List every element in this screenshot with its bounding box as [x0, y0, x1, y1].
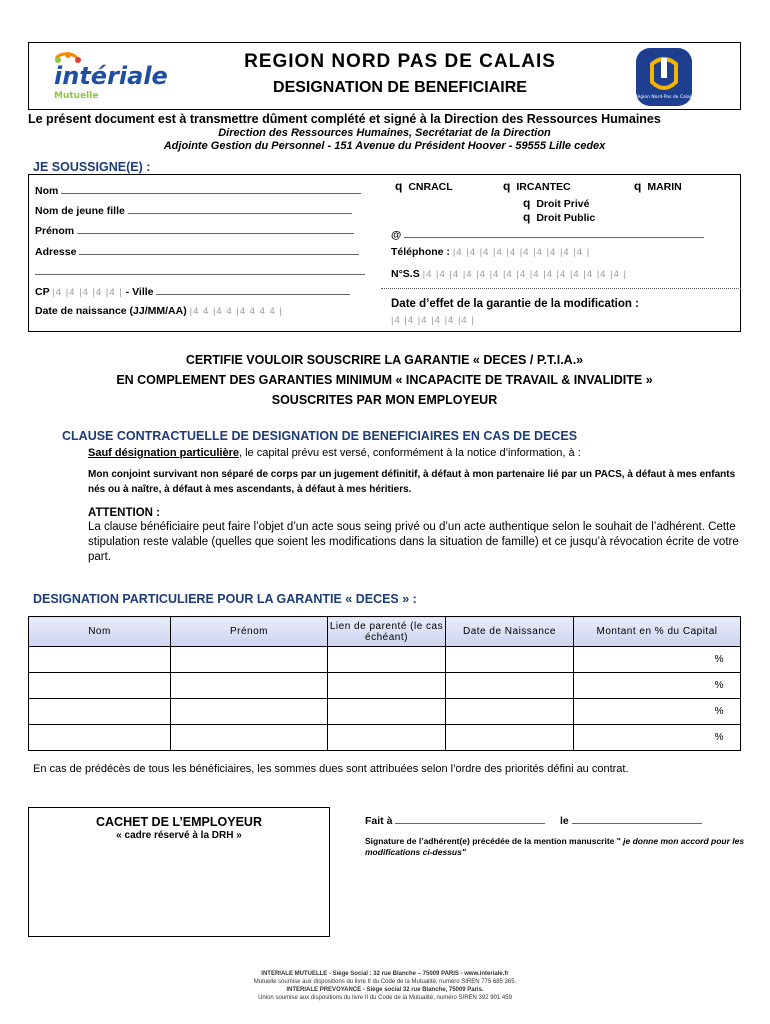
adresse-input[interactable]: [79, 245, 359, 255]
beneficiaries-table: [28, 616, 741, 751]
col-lien: Lien de parenté (le cas échéant): [328, 617, 446, 647]
email-at-label: @: [391, 229, 402, 241]
logo-wordmark: intériale: [54, 62, 168, 90]
certifie-line-1: CERTIFIE VOULOIR SOUSCRIRE LA GARANTIE « DECES / P.T.I.A.»: [185, 353, 584, 367]
footer-line-4: Union soumise aux dispositions du livre II du Code de la Mutualité, numéro SIREN 392 901 459: [258, 995, 512, 1001]
cell-nom[interactable]: [29, 647, 171, 673]
cell-nom[interactable]: [29, 725, 171, 751]
table-header-row: [29, 617, 741, 647]
predeces-text: En cas de prédécès de tous les bénéficiaires, les sommes dues sont attribuées selon l’ordre des priorités défini au contrat.: [33, 763, 629, 775]
signature-instruction: [365, 836, 755, 858]
ville-input[interactable]: [156, 285, 350, 295]
adresse-line-2[interactable]: [35, 265, 365, 278]
col-prenom: Prénom: [171, 617, 328, 647]
certifie-line-2: EN COMPLEMENT DES GARANTIES MINIMUM « INCAPACITE DE TRAVAIL & INVALIDITE »: [116, 373, 653, 387]
attention-title: ATTENTION :: [88, 507, 160, 519]
adresse-label: Adresse: [35, 246, 77, 258]
ircantec-label: IRCANTEC: [516, 181, 571, 193]
logo-subtitle: Mutuelle: [54, 91, 99, 101]
certifie-line-3: SOUSCRITES PAR MON EMPLOYEUR: [271, 393, 498, 407]
telephone-boxes[interactable]: |4 |4 |4 |4 |4 |4 |4 |4 |4 |4 |: [452, 247, 591, 258]
checkbox-icon[interactable]: q: [503, 179, 511, 193]
address-line-1: Direction des Ressources Humaines, Secrétariat de la Direction: [218, 127, 551, 139]
cell-montant[interactable]: %: [574, 673, 741, 699]
nom-jeune-fille-label: Nom de jeune fille: [35, 205, 125, 217]
prenom-label: Prénom: [35, 225, 75, 237]
table-row[interactable]: [29, 699, 741, 725]
date-naissance-boxes[interactable]: |4 4 |4 4 |4 4 4 4 |: [189, 306, 283, 317]
nss-field[interactable]: [391, 268, 627, 280]
date-effet-field[interactable]: [391, 314, 475, 326]
sauf-designation-rest: , le capital prévu est versé, conformément à la notice d’information, à :: [238, 447, 581, 459]
cell-date[interactable]: [446, 699, 574, 725]
prenom-input[interactable]: [77, 224, 354, 234]
adresse-input-2[interactable]: [35, 265, 365, 275]
cell-lien[interactable]: [328, 699, 446, 725]
region-logo: [634, 46, 694, 108]
page-title: REGION NORD PAS DE CALAIS: [244, 51, 556, 72]
fait-a-field[interactable]: [365, 814, 702, 827]
cp-boxes[interactable]: |4 |4 |4 |4 |4 |: [52, 287, 123, 298]
cachet-title: CACHET DE L’EMPLOYEUR: [96, 815, 262, 829]
table-row[interactable]: [29, 647, 741, 673]
cnracl-label: CNRACL: [408, 181, 453, 193]
cell-prenom[interactable]: [171, 699, 328, 725]
marin-label: MARIN: [647, 181, 682, 193]
fait-a-input[interactable]: [395, 814, 545, 824]
table-row[interactable]: [29, 725, 741, 751]
cell-montant[interactable]: %: [574, 725, 741, 751]
cell-lien[interactable]: [328, 647, 446, 673]
cell-lien[interactable]: [328, 673, 446, 699]
checkbox-icon[interactable]: q: [523, 196, 531, 210]
certifie-block: [28, 350, 741, 410]
date-effet-label: Date d’effet de la garantie de la modification :: [391, 298, 639, 310]
le-input[interactable]: [572, 814, 702, 824]
ville-label: - Ville: [125, 286, 154, 298]
form-divider: [381, 288, 741, 289]
cell-date[interactable]: [446, 725, 574, 751]
soussigne-title: JE SOUSSIGNE(E) :: [33, 160, 151, 174]
cachet-subtitle: « cadre réservé à la DRH »: [116, 830, 242, 841]
sauf-designation-bold: Sauf désignation particulière: [88, 447, 239, 459]
cp-label: CP: [35, 286, 50, 298]
email-field[interactable]: [391, 228, 704, 241]
droit-public-option[interactable]: [523, 210, 595, 224]
cell-date[interactable]: [446, 673, 574, 699]
footer: [120, 970, 650, 1002]
footer-line-2: Mutuelle soumise aux dispositions du livre II du Code de la Mutualité, numéro SIREN 775 685 365.: [253, 979, 517, 985]
adresse-field[interactable]: [35, 245, 359, 258]
regime-ircantec[interactable]: [503, 179, 571, 193]
checkbox-icon[interactable]: q: [395, 179, 403, 193]
nom-jeune-fille-field[interactable]: [35, 204, 352, 217]
date-naissance-label: Date de naissance (JJ/MM/AA): [35, 305, 187, 317]
email-input[interactable]: [404, 228, 704, 238]
cell-montant[interactable]: %: [574, 699, 741, 725]
regime-marin[interactable]: [634, 179, 682, 193]
date-naissance-field[interactable]: [35, 305, 283, 317]
droit-public-label: Droit Public: [536, 212, 596, 224]
date-effet-boxes[interactable]: |4 |4 |4 |4 |4 |4 |: [391, 315, 475, 326]
telephone-label: Téléphone :: [391, 246, 450, 258]
cell-montant[interactable]: %: [574, 647, 741, 673]
checkbox-icon[interactable]: q: [523, 210, 531, 224]
nom-field[interactable]: [35, 184, 361, 197]
cell-date[interactable]: [446, 647, 574, 673]
cell-nom[interactable]: [29, 699, 171, 725]
telephone-field[interactable]: [391, 246, 590, 258]
fait-a-label: Fait à: [365, 815, 393, 827]
prenom-field[interactable]: [35, 224, 354, 237]
intro-line: Le présent document est à transmettre dûment complété et signé à la Direction des Ressources Humaines: [28, 112, 661, 126]
cp-ville-field[interactable]: [35, 285, 350, 298]
regime-cnracl[interactable]: [395, 179, 453, 193]
cell-prenom[interactable]: [171, 673, 328, 699]
cell-prenom[interactable]: [171, 647, 328, 673]
footer-line-1: INTERIALE MUTUELLE - Siège Social : 32 rue Blanche – 75009 PARIS - www.interiale.fr: [261, 971, 509, 977]
footer-line-3: INTERIALE PREVOYANCE - Siège social 32 rue Blanche, 75009 Paris.: [286, 987, 484, 993]
nom-input[interactable]: [61, 184, 361, 194]
droit-prive-option[interactable]: [523, 196, 589, 210]
table-row[interactable]: [29, 673, 741, 699]
col-montant: Montant en % du Capital: [574, 617, 741, 647]
droit-prive-label: Droit Privé: [536, 198, 590, 210]
signature-text-plain: Signature de l’adhérent(e) précédée de la mention manuscrite ": [365, 836, 621, 846]
checkbox-icon[interactable]: q: [634, 179, 642, 193]
cell-nom[interactable]: [29, 673, 171, 699]
cell-lien[interactable]: [328, 725, 446, 751]
designation-title: DESIGNATION PARTICULIERE POUR LA GARANTIE « DECES » :: [33, 592, 417, 606]
nom-jeune-fille-input[interactable]: [128, 204, 352, 214]
col-date-naissance: Date de Naissance: [446, 617, 574, 647]
clause-title: CLAUSE CONTRACTUELLE DE DESIGNATION DE BENEFICIAIRES EN CAS DE DECES: [62, 429, 578, 443]
attention-text: La clause bénéficiaire peut faire l’objet d’un acte sous seing privé ou d’un acte authentique selon le souhait de l’adhérent. Cette stipulation reste valable (quelles que soient les modifications dans la situation de famille) et ce jusqu’à révocation écrite de votre part.: [88, 521, 739, 563]
nss-boxes[interactable]: |4 |4 |4 |4 |4 |4 |4 |4 |4 |4 |4 |4 |4 |4 |4 |: [422, 269, 627, 280]
le-label: le: [559, 815, 569, 827]
col-nom: Nom: [29, 617, 171, 647]
interiale-logo: [34, 48, 174, 104]
cell-prenom[interactable]: [171, 725, 328, 751]
address-line-2: Adjointe Gestion du Personnel - 151 Avenue du Président Hoover - 59555 Lille cedex: [163, 140, 606, 152]
signature-text-italic: je donne mon accord pour les modifications ci-dessus": [365, 836, 745, 857]
mon-conjoint-text: Mon conjoint survivant non séparé de corps par un jugement définitif, à défaut à mon partenaire lié par un PACS, à défaut à mes enfants nés ou à naître, à défaut à mes ascendants, à défaut à mes héritiers.: [88, 469, 736, 495]
sauf-designation-text: [88, 447, 581, 459]
nss-label: N°S.S: [391, 268, 420, 280]
page-subtitle: DESIGNATION DE BENEFICIAIRE: [273, 79, 527, 96]
nom-label: Nom: [35, 185, 59, 197]
region-logo-caption: Région Nord-Pas de Calais: [634, 95, 694, 100]
